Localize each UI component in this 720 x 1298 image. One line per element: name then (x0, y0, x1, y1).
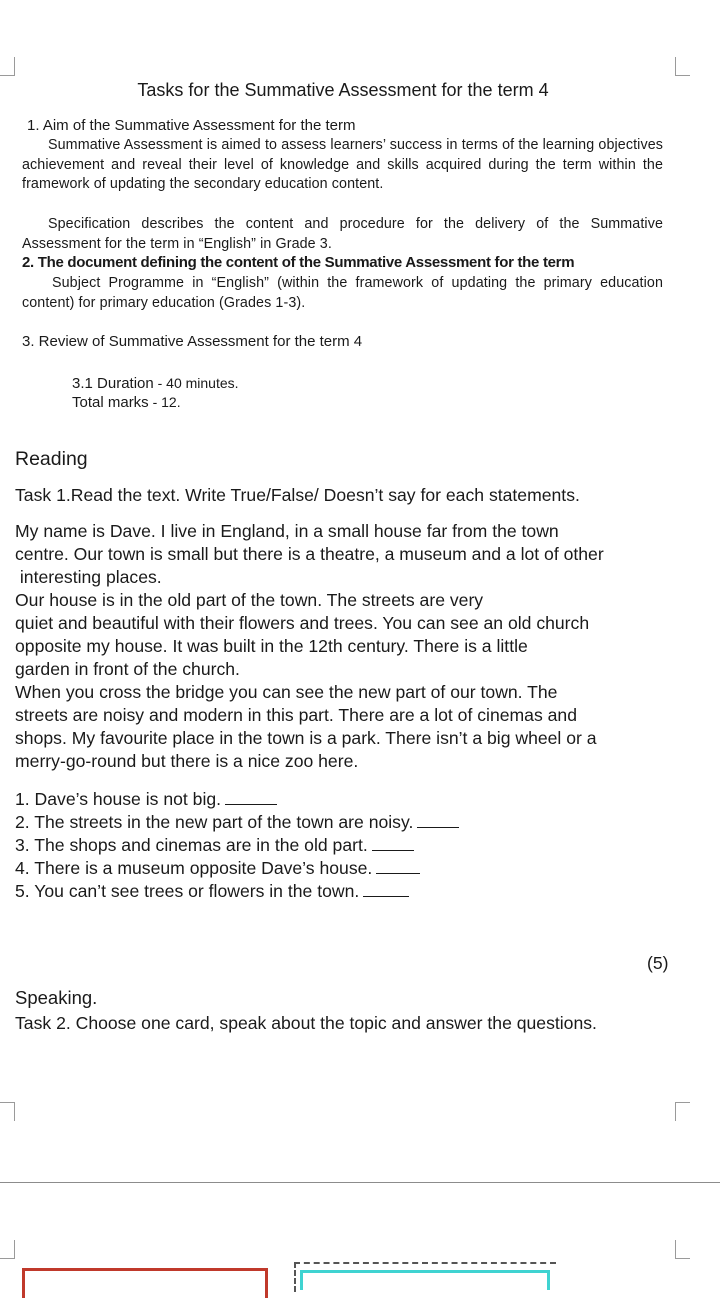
question-item (15, 811, 459, 834)
reading-text-line: merry-go-round but there is a nice zoo here. (15, 751, 359, 771)
question-text: 1. Dave’s house is not big. (15, 789, 222, 809)
marks-line (72, 392, 181, 413)
duration-label: 3.1 Duration (72, 375, 154, 392)
question-item (15, 880, 459, 903)
page-corner-mark (675, 1102, 690, 1121)
reading-text-line: streets are noisy and modern in this part. There are a lot of cinemas and (15, 705, 577, 725)
answer-blank[interactable] (376, 858, 420, 874)
question-item (15, 857, 459, 880)
speaking-card-red (22, 1268, 268, 1298)
document-title: Tasks for the Summative Assessment for the term 4 (137, 80, 549, 100)
question-item (15, 834, 459, 857)
marks-label: Total marks (72, 394, 149, 411)
answer-blank[interactable] (225, 789, 277, 805)
page-corner-mark (0, 57, 15, 76)
question-text: 5. You can’t see trees or flowers in the town. (15, 881, 360, 901)
speaking-card-cyan (300, 1270, 550, 1290)
page-corner-mark (675, 1240, 690, 1259)
questions-list (15, 788, 459, 903)
reading-marks: (5) (647, 953, 669, 973)
answer-blank[interactable] (363, 881, 409, 897)
reading-text-line: My name is Dave. I live in England, in a small house far from the town (15, 521, 559, 541)
reading-text-line: interesting places. (15, 567, 162, 587)
reading-task: Task 1.Read the text. Write True/False/ Doesn’t say for each statements. (15, 485, 580, 505)
page-corner-mark (675, 57, 690, 76)
reading-text-line: opposite my house. It was built in the 12th century. There is a little (15, 636, 528, 656)
speaking-task: Task 2. Choose one card, speak about the topic and answer the questions. (15, 1013, 597, 1033)
page-corner-mark (0, 1102, 15, 1121)
question-text: 2. The streets in the new part of the town are noisy. (15, 812, 414, 832)
reading-text (15, 520, 695, 773)
answer-blank[interactable] (372, 835, 414, 851)
section-1-heading: 1. Aim of the Summative Assessment for the term (27, 117, 356, 134)
speaking-heading: Speaking. (15, 987, 98, 1008)
page-corner-mark (0, 1240, 15, 1259)
question-text: 3. The shops and cinemas are in the old part. (15, 835, 368, 855)
reading-text-line: centre. Our town is small but there is a theatre, a museum and a lot of other (15, 544, 604, 564)
reading-text-line: Our house is in the old part of the town. The streets are very (15, 590, 484, 610)
question-text: 4. There is a museum opposite Dave’s house. (15, 858, 373, 878)
duration-value: - 40 minutes. (153, 375, 239, 391)
reading-heading: Reading (15, 448, 88, 470)
reading-text-line: When you cross the bridge you can see the new part of our town. The (15, 682, 558, 702)
question-item (15, 788, 459, 811)
reading-text-line: garden in front of the church. (15, 659, 240, 679)
section-1-paragraph-2: Specification describes the content and procedure for the delivery of the Summative Assessment for the term in “English” in Grade 3. (22, 216, 663, 252)
duration-line (72, 373, 239, 394)
page-divider (0, 1182, 720, 1183)
marks-value: - 12. (148, 394, 181, 410)
reading-text-line: quiet and beautiful with their flowers and trees. You can see an old church (15, 613, 590, 633)
answer-blank[interactable] (417, 812, 459, 828)
reading-text-line: shops. My favourite place in the town is a park. There isn’t a big wheel or a (15, 728, 597, 748)
section-2-heading: 2. The document defining the content of the Summative Assessment for the term (22, 254, 575, 271)
section-2-paragraph: Subject Programme in “English” (within the framework of updating the primary education content) for primary education (Grades 1-3). (22, 275, 663, 311)
section-3-heading: 3. Review of Summative Assessment for the term 4 (22, 333, 363, 350)
section-1-paragraph-1: Summative Assessment is aimed to assess learners’ success in terms of the learning objectives achievement and reveal their level of knowledge and skills acquired during the term within the framework of updating the secondary education content. (22, 137, 663, 192)
